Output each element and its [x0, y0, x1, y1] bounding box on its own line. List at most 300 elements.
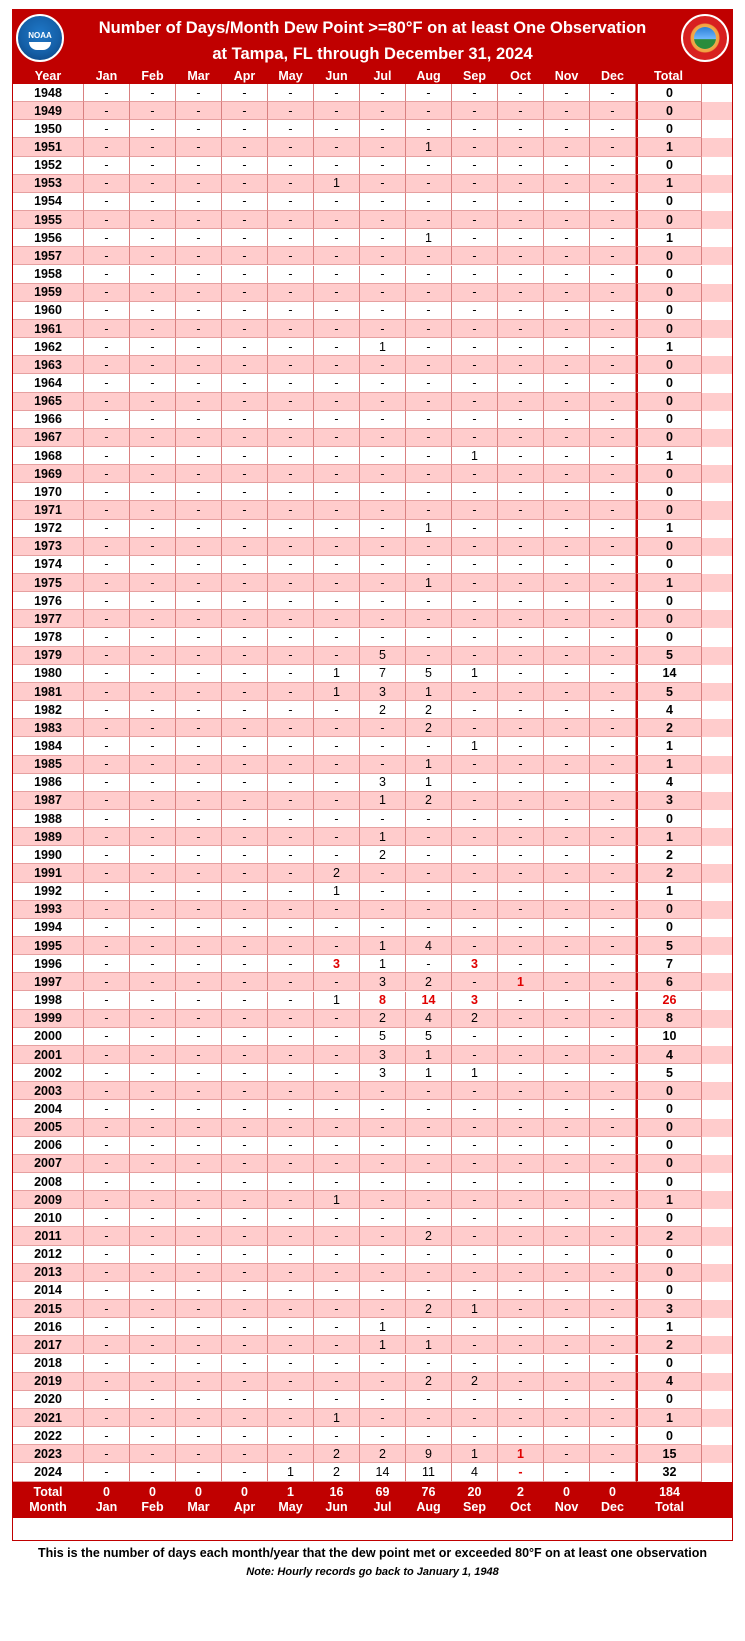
month-value-cell: - — [406, 846, 452, 864]
month-value-cell: - — [452, 338, 498, 356]
month-value-cell: - — [544, 538, 590, 556]
month-value-cell: - — [590, 973, 636, 991]
month-value-cell: - — [544, 1427, 590, 1445]
month-value-cell: - — [498, 1264, 544, 1282]
month-value-cell: - — [590, 393, 636, 411]
month-value-cell: - — [544, 1300, 590, 1318]
month-value-cell: - — [314, 1427, 360, 1445]
month-value-cell: 1 — [360, 937, 406, 955]
year-total-cell: 0 — [636, 193, 702, 211]
month-value-cell: - — [452, 302, 498, 320]
month-value-cell: - — [590, 737, 636, 755]
month-value-cell: - — [84, 683, 130, 701]
column-header-jun: Jun — [314, 68, 360, 84]
month-value-cell: - — [452, 556, 498, 574]
month-value-cell: - — [544, 1355, 590, 1373]
year-cell: 1991 — [13, 864, 84, 882]
monthly-total-month: Total — [655, 1499, 684, 1514]
month-value-cell: - — [176, 229, 222, 247]
month-value-cell: - — [268, 864, 314, 882]
month-value-cell: - — [130, 1409, 176, 1427]
month-value-cell: - — [268, 501, 314, 519]
month-value-cell: - — [498, 374, 544, 392]
month-value-cell: - — [406, 1318, 452, 1336]
month-value-cell: - — [498, 1046, 544, 1064]
month-value-cell: 2 — [406, 701, 452, 719]
table-row — [13, 1300, 732, 1318]
month-value-cell: - — [314, 701, 360, 719]
month-value-cell: - — [130, 338, 176, 356]
table-row — [13, 810, 732, 828]
month-value-cell: - — [360, 374, 406, 392]
monthly-total-cell — [222, 1482, 268, 1518]
month-value-cell: - — [498, 393, 544, 411]
month-value-cell: - — [130, 1191, 176, 1209]
month-value-cell: - — [314, 1391, 360, 1409]
month-value-cell: - — [498, 1064, 544, 1082]
month-value-cell: - — [590, 247, 636, 265]
month-value-cell: - — [84, 1227, 130, 1245]
month-value-cell: - — [176, 1246, 222, 1264]
month-value-cell: 1 — [314, 1191, 360, 1209]
year-cell: 2007 — [13, 1155, 84, 1173]
month-value-cell: 2 — [406, 719, 452, 737]
month-value-cell: - — [544, 520, 590, 538]
month-value-cell: - — [544, 1227, 590, 1245]
month-value-cell: - — [544, 1246, 590, 1264]
month-value-cell: - — [590, 102, 636, 120]
month-value-cell: - — [544, 883, 590, 901]
month-value-cell: - — [268, 175, 314, 193]
year-cell: 2002 — [13, 1064, 84, 1082]
month-value-cell: - — [590, 937, 636, 955]
month-value-cell: - — [360, 157, 406, 175]
monthly-total-cell — [84, 1482, 130, 1518]
month-value-cell: - — [268, 138, 314, 156]
month-value-cell: - — [360, 1137, 406, 1155]
month-value-cell: - — [222, 610, 268, 628]
month-value-cell: - — [452, 1082, 498, 1100]
month-value-cell: - — [176, 1445, 222, 1463]
year-cell: 1960 — [13, 302, 84, 320]
month-value-cell: - — [406, 1191, 452, 1209]
month-value-cell: 5 — [360, 647, 406, 665]
month-value-cell: - — [544, 393, 590, 411]
month-value-cell: - — [498, 1227, 544, 1245]
month-value-cell: - — [452, 411, 498, 429]
year-cell: 1962 — [13, 338, 84, 356]
month-value-cell: - — [452, 1318, 498, 1336]
month-value-cell: - — [452, 211, 498, 229]
month-value-cell: - — [498, 1409, 544, 1427]
month-value-cell: - — [130, 247, 176, 265]
column-header-dec: Dec — [590, 68, 636, 84]
month-value-cell: - — [314, 919, 360, 937]
year-cell: 2022 — [13, 1427, 84, 1445]
month-value-cell: - — [176, 1264, 222, 1282]
month-value-cell: - — [176, 846, 222, 864]
month-value-cell: - — [314, 556, 360, 574]
month-value-cell: - — [268, 1391, 314, 1409]
table-row — [13, 719, 732, 737]
month-value-cell: - — [498, 1209, 544, 1227]
year-cell: 1953 — [13, 175, 84, 193]
year-total-cell: 1 — [636, 138, 702, 156]
month-value-cell: - — [544, 1028, 590, 1046]
month-value-cell: - — [268, 247, 314, 265]
month-value-cell: - — [268, 846, 314, 864]
month-value-cell: - — [84, 211, 130, 229]
month-value-cell: - — [590, 411, 636, 429]
month-value-cell: - — [360, 719, 406, 737]
year-total-cell: 1 — [636, 175, 702, 193]
month-value-cell: - — [544, 901, 590, 919]
month-value-cell: - — [84, 483, 130, 501]
year-cell: 2021 — [13, 1409, 84, 1427]
month-value-cell: - — [360, 592, 406, 610]
month-value-cell: - — [268, 211, 314, 229]
month-value-cell: - — [452, 683, 498, 701]
month-value-cell: - — [176, 538, 222, 556]
month-value-cell: - — [544, 701, 590, 719]
year-total-cell: 0 — [636, 592, 702, 610]
table-row — [13, 1355, 732, 1373]
month-value-cell: - — [84, 520, 130, 538]
month-value-cell: - — [406, 1173, 452, 1191]
column-header-feb: Feb — [130, 68, 176, 84]
month-value-cell: - — [268, 1028, 314, 1046]
month-value-cell: - — [360, 1173, 406, 1191]
month-value-cell: - — [176, 1227, 222, 1245]
month-value-cell: - — [176, 955, 222, 973]
month-value-cell: - — [84, 1427, 130, 1445]
month-value-cell: - — [130, 1282, 176, 1300]
month-value-cell: - — [176, 374, 222, 392]
month-value-cell: 2 — [314, 1445, 360, 1463]
month-value-cell: - — [268, 102, 314, 120]
month-value-cell: 1 — [314, 992, 360, 1010]
month-value-cell: - — [544, 266, 590, 284]
month-value-cell: - — [406, 501, 452, 519]
month-value-cell: - — [498, 1246, 544, 1264]
month-value-cell: - — [544, 1209, 590, 1227]
month-value-cell: - — [590, 120, 636, 138]
month-value-cell: - — [452, 701, 498, 719]
year-total-cell: 7 — [636, 955, 702, 973]
total-month-label — [13, 1482, 84, 1518]
month-value-cell: 3 — [360, 973, 406, 991]
month-value-cell: - — [130, 1445, 176, 1463]
month-value-cell: - — [268, 1445, 314, 1463]
month-value-cell: - — [84, 501, 130, 519]
month-value-cell: - — [130, 102, 176, 120]
month-value-cell: - — [590, 846, 636, 864]
month-value-cell: - — [314, 538, 360, 556]
month-value-cell: - — [268, 1010, 314, 1028]
month-value-cell: - — [268, 701, 314, 719]
table-row — [13, 556, 732, 574]
table-row — [13, 320, 732, 338]
month-value-cell: - — [84, 1137, 130, 1155]
month-value-cell: - — [452, 629, 498, 647]
month-value-cell: - — [452, 1046, 498, 1064]
table-row — [13, 1155, 732, 1173]
month-value-cell: - — [314, 320, 360, 338]
month-value-cell: - — [222, 574, 268, 592]
records-note: Note: Hourly records go back to January 1, 1948 — [246, 1566, 499, 1578]
year-cell: 1971 — [13, 501, 84, 519]
month-value-cell: - — [360, 883, 406, 901]
year-total-cell: 10 — [636, 1028, 702, 1046]
month-value-cell: - — [544, 683, 590, 701]
year-total-cell: 1 — [636, 338, 702, 356]
month-value-cell: - — [360, 1300, 406, 1318]
month-value-cell: - — [544, 429, 590, 447]
year-cell: 1969 — [13, 465, 84, 483]
month-value-cell: - — [498, 447, 544, 465]
year-total-cell: 0 — [636, 1119, 702, 1137]
month-value-cell: - — [268, 919, 314, 937]
month-value-cell: - — [84, 429, 130, 447]
month-value-cell: - — [314, 247, 360, 265]
month-value-cell: - — [176, 719, 222, 737]
month-value-cell: - — [544, 1137, 590, 1155]
month-value-cell: 2 — [452, 1010, 498, 1028]
month-value-cell: - — [84, 193, 130, 211]
month-value-cell: - — [84, 1409, 130, 1427]
month-value-cell: - — [222, 538, 268, 556]
year-cell: 1995 — [13, 937, 84, 955]
month-value-cell: - — [268, 810, 314, 828]
month-value-cell: - — [176, 1463, 222, 1481]
month-value-cell: - — [268, 447, 314, 465]
month-value-cell: - — [268, 1155, 314, 1173]
month-value-cell: - — [222, 973, 268, 991]
month-value-cell: - — [176, 629, 222, 647]
year-total-cell: 1 — [636, 828, 702, 846]
month-value-cell: - — [84, 356, 130, 374]
month-value-cell: - — [590, 629, 636, 647]
month-value-cell: - — [360, 901, 406, 919]
month-value-cell: 4 — [452, 1463, 498, 1481]
month-value-cell: - — [360, 84, 406, 102]
month-value-cell: - — [130, 810, 176, 828]
month-value-cell: - — [590, 792, 636, 810]
month-value-cell: - — [452, 592, 498, 610]
month-value-cell: - — [406, 955, 452, 973]
month-value-cell: - — [130, 1064, 176, 1082]
table-row — [13, 102, 732, 120]
month-value-cell: - — [222, 1119, 268, 1137]
table-row — [13, 266, 732, 284]
month-value-cell: - — [452, 1264, 498, 1282]
month-value-cell: - — [406, 1427, 452, 1445]
month-value-cell: - — [268, 1282, 314, 1300]
table-row — [13, 901, 732, 919]
month-value-cell: 1 — [406, 574, 452, 592]
year-total-cell: 0 — [636, 483, 702, 501]
month-value-cell: - — [498, 719, 544, 737]
month-value-cell: - — [360, 1373, 406, 1391]
month-value-cell: - — [130, 1318, 176, 1336]
month-value-cell: - — [314, 1373, 360, 1391]
month-value-cell: - — [222, 1100, 268, 1118]
year-cell: 1956 — [13, 229, 84, 247]
month-value-cell: - — [84, 864, 130, 882]
year-cell: 2003 — [13, 1082, 84, 1100]
month-value-cell: - — [176, 1427, 222, 1445]
month-value-cell: - — [590, 828, 636, 846]
month-value-cell: - — [452, 1100, 498, 1118]
year-total-cell: 0 — [636, 538, 702, 556]
month-value-cell: - — [544, 629, 590, 647]
table-row — [13, 229, 732, 247]
month-value-cell: - — [314, 610, 360, 628]
month-value-cell: - — [360, 1355, 406, 1373]
month-value-cell: - — [590, 774, 636, 792]
year-total-cell: 0 — [636, 810, 702, 828]
month-value-cell: - — [176, 157, 222, 175]
month-value-cell: - — [498, 1100, 544, 1118]
month-value-cell: - — [314, 1300, 360, 1318]
month-value-cell: - — [268, 393, 314, 411]
month-value-cell: - — [130, 1373, 176, 1391]
month-value-cell: - — [452, 792, 498, 810]
month-value-cell: - — [314, 1336, 360, 1354]
month-value-cell: - — [452, 193, 498, 211]
month-value-cell: - — [544, 1155, 590, 1173]
month-value-cell: - — [222, 1318, 268, 1336]
month-value-cell: 4 — [406, 1010, 452, 1028]
month-value-cell: - — [314, 1155, 360, 1173]
year-cell: 2013 — [13, 1264, 84, 1282]
month-value-cell: - — [130, 1028, 176, 1046]
month-value-cell: - — [590, 138, 636, 156]
month-value-cell: - — [314, 1227, 360, 1245]
month-value-cell: - — [84, 1119, 130, 1137]
year-cell: 1976 — [13, 592, 84, 610]
month-value-cell: - — [544, 356, 590, 374]
month-value-cell: - — [544, 992, 590, 1010]
month-value-cell: - — [84, 1191, 130, 1209]
month-value-cell: - — [452, 1209, 498, 1227]
month-value-cell: - — [452, 846, 498, 864]
year-cell: 2010 — [13, 1209, 84, 1227]
month-value-cell: - — [130, 647, 176, 665]
month-value-cell: - — [222, 447, 268, 465]
nws-tampa-bay-logo — [681, 14, 729, 62]
year-total-cell: 0 — [636, 1173, 702, 1191]
year-cell: 1970 — [13, 483, 84, 501]
month-value-cell: - — [406, 810, 452, 828]
month-value-cell: - — [130, 629, 176, 647]
month-value-cell: - — [452, 247, 498, 265]
month-value-cell: - — [406, 465, 452, 483]
month-value-cell: - — [268, 284, 314, 302]
month-value-cell: - — [590, 810, 636, 828]
month-value-cell: - — [360, 810, 406, 828]
table-row — [13, 1173, 732, 1191]
month-value-cell: - — [406, 284, 452, 302]
table-row — [13, 157, 732, 175]
month-value-cell: - — [176, 1010, 222, 1028]
month-value-cell: - — [222, 302, 268, 320]
month-value-cell: - — [130, 919, 176, 937]
month-value-cell: 1 — [498, 973, 544, 991]
month-value-cell: - — [130, 138, 176, 156]
month-value-cell: - — [222, 356, 268, 374]
month-value-cell: - — [314, 828, 360, 846]
month-value-cell: 2 — [360, 1010, 406, 1028]
month-value-cell: - — [590, 520, 636, 538]
month-value-cell: - — [314, 120, 360, 138]
year-total-cell: 0 — [636, 374, 702, 392]
month-value-cell: - — [176, 1209, 222, 1227]
month-value-cell: - — [406, 429, 452, 447]
month-value-cell: - — [268, 84, 314, 102]
month-value-cell: - — [268, 1082, 314, 1100]
monthly-total-value: 69 — [375, 1484, 390, 1499]
month-value-cell: - — [222, 901, 268, 919]
month-value-cell: - — [544, 465, 590, 483]
month-value-cell: - — [590, 356, 636, 374]
monthly-total-month: Aug — [416, 1499, 441, 1514]
year-cell: 1974 — [13, 556, 84, 574]
month-value-cell: - — [176, 429, 222, 447]
month-value-cell: - — [452, 374, 498, 392]
month-value-cell: - — [130, 992, 176, 1010]
year-cell: 1966 — [13, 411, 84, 429]
column-header-jul: Jul — [360, 68, 406, 84]
year-cell: 2006 — [13, 1137, 84, 1155]
monthly-total-month: Nov — [554, 1499, 579, 1514]
month-value-cell: - — [130, 719, 176, 737]
month-value-cell: - — [314, 1046, 360, 1064]
month-value-cell: - — [130, 1046, 176, 1064]
month-value-cell: 1 — [406, 1336, 452, 1354]
month-value-cell: - — [590, 157, 636, 175]
month-value-cell: - — [176, 138, 222, 156]
month-value-cell: - — [84, 1463, 130, 1481]
month-value-cell: - — [498, 538, 544, 556]
month-value-cell: - — [360, 193, 406, 211]
month-value-cell: - — [406, 901, 452, 919]
table-row — [13, 665, 732, 683]
month-value-cell: - — [130, 157, 176, 175]
month-value-cell: - — [590, 1445, 636, 1463]
month-value-cell: - — [406, 556, 452, 574]
year-total-cell: 0 — [636, 247, 702, 265]
month-value-cell: - — [84, 1246, 130, 1264]
month-value-cell: 1 — [314, 665, 360, 683]
month-value-cell: - — [452, 429, 498, 447]
year-cell: 1988 — [13, 810, 84, 828]
month-value-cell: - — [498, 901, 544, 919]
month-value-cell: - — [360, 175, 406, 193]
month-value-cell: - — [268, 1209, 314, 1227]
year-cell: 1968 — [13, 447, 84, 465]
month-value-cell: - — [84, 756, 130, 774]
month-value-cell: - — [590, 1336, 636, 1354]
month-value-cell: - — [498, 157, 544, 175]
year-cell: 2015 — [13, 1300, 84, 1318]
month-value-cell: - — [498, 1318, 544, 1336]
monthly-total-cell — [176, 1482, 222, 1518]
month-value-cell: - — [84, 1173, 130, 1191]
month-value-cell: - — [590, 592, 636, 610]
month-value-cell: - — [544, 955, 590, 973]
table-row — [13, 1010, 732, 1028]
